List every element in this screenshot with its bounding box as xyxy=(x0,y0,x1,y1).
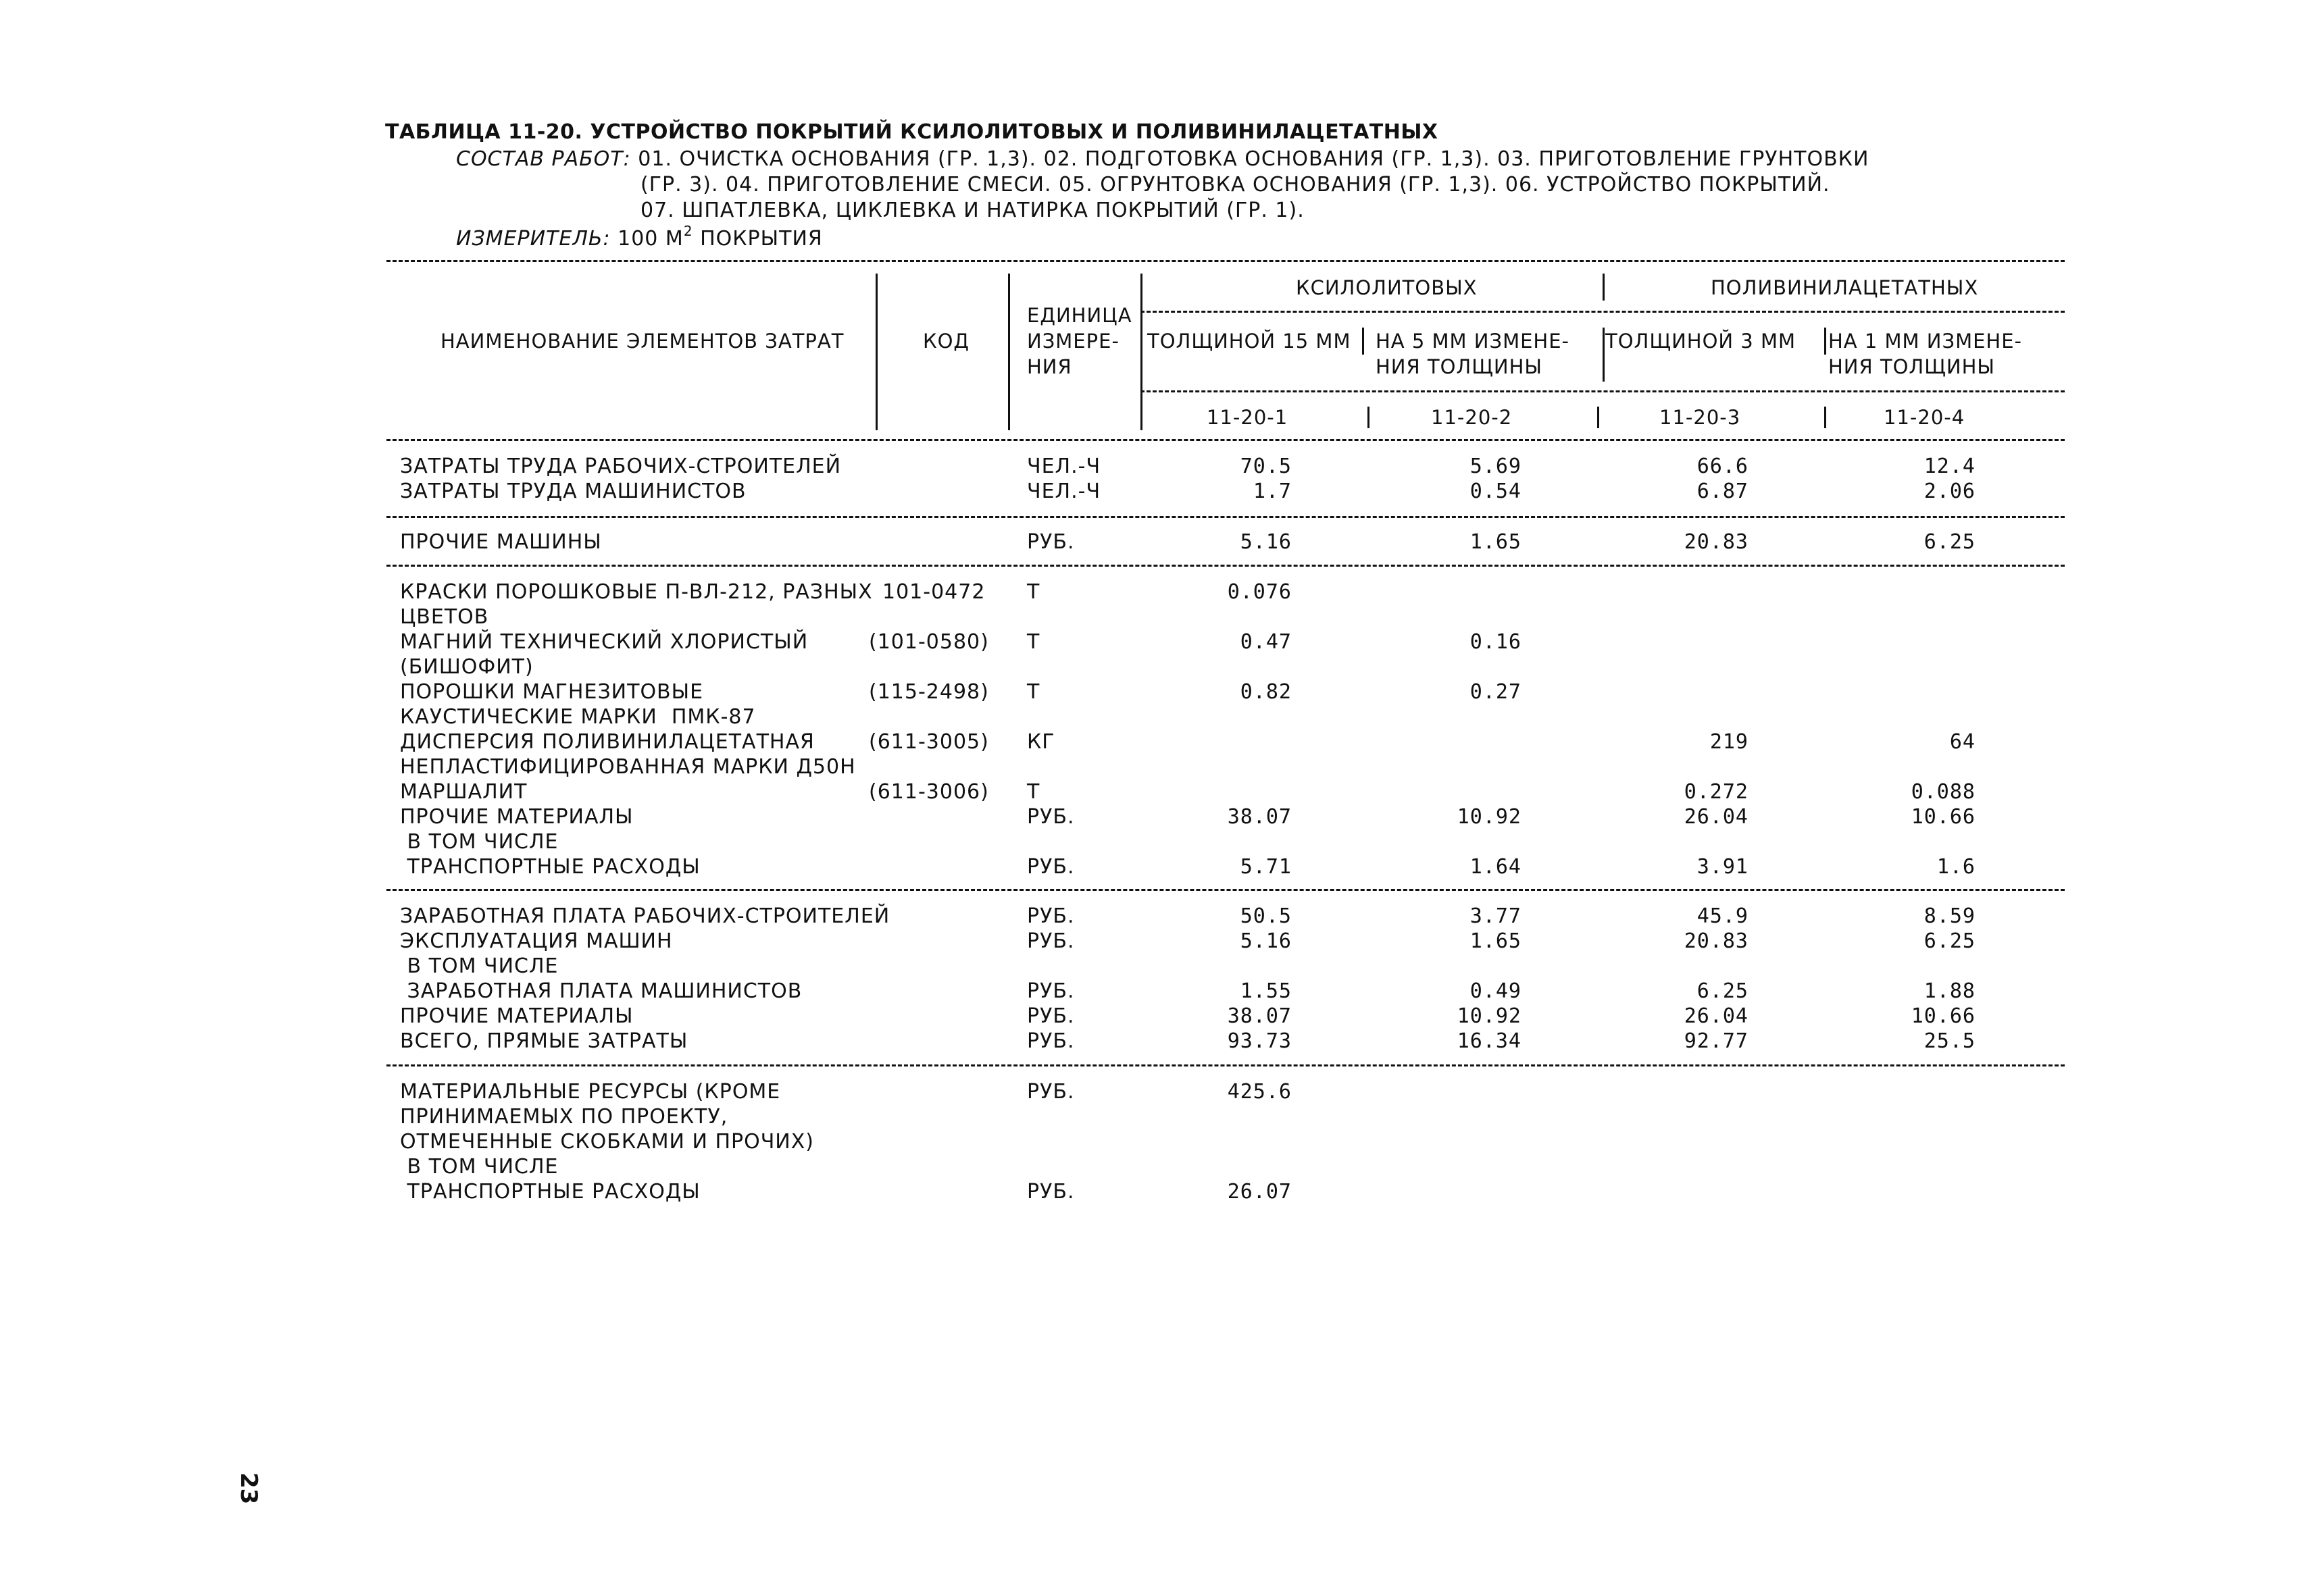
row-cell-name: МАРШАЛИТ xyxy=(400,780,528,804)
row-cell-v3: 3.91 xyxy=(1696,855,1749,879)
row-cell-v3: 20.83 xyxy=(1684,530,1749,554)
row-cell-name: ЦВЕТОВ xyxy=(400,605,489,629)
row-cell-unit: РУБ. xyxy=(1027,855,1075,879)
row-cell-name: ЗАТРАТЫ ТРУДА МАШИНИСТОВ xyxy=(400,480,747,503)
row-cell-name: ПОРОШКИ МАГНЕЗИТОВЫЕ xyxy=(400,680,704,704)
row-cell-v3: 20.83 xyxy=(1684,929,1749,953)
row-cell-v1: 93.73 xyxy=(1227,1029,1292,1053)
row-cell-v2: 3.77 xyxy=(1469,904,1521,928)
row-cell-v1: 1.7 xyxy=(1253,480,1292,503)
sostav-text-1: 01. ОЧИСТКА ОСНОВАНИЯ (ГР. 1,3). 02. ПОДГОТОВКА ОСНОВАНИЯ (ГР. 1,3). 03. ПРИГОТОВЛЕНИЕ ГРУНТОВКИ xyxy=(638,147,1869,171)
row-cell-v4: 6.25 xyxy=(1923,929,1976,953)
row-cell-v2: 0.27 xyxy=(1469,680,1521,704)
row-cell-name: ПРОЧИЕ МАТЕРИАЛЫ xyxy=(400,805,634,829)
row-cell-v1: 26.07 xyxy=(1227,1180,1292,1204)
header-mid-rule xyxy=(1140,311,2065,313)
row-cell-v4: 1.88 xyxy=(1923,979,1976,1003)
row-cell-unit: РУБ. xyxy=(1027,1180,1075,1204)
header-sub-2a: НА 5 ММ ИЗМЕНЕ- xyxy=(1376,330,1570,353)
row-cell-name: МАГНИЙ ТЕХНИЧЕСКИЙ ХЛОРИСТЫЙ xyxy=(400,630,809,654)
row-cell-name: ЗАРАБОТНАЯ ПЛАТА РАБОЧИХ-СТРОИТЕЛЕЙ xyxy=(400,904,890,928)
row-cell-v3: 45.9 xyxy=(1696,904,1749,928)
izmeritel-tail: ПОКРЫТИЯ xyxy=(693,227,823,251)
row-cell-name: ПРИНИМАЕМЫХ ПО ПРОЕКТУ, xyxy=(400,1105,728,1129)
header-divider-sub-2 xyxy=(1603,328,1605,382)
header-code-1: 11-20-1 xyxy=(1207,406,1288,429)
header-code-2: 11-20-2 xyxy=(1431,406,1513,429)
row-cell-code: (101-0580) xyxy=(869,630,989,654)
row-cell-v2: 1.65 xyxy=(1469,530,1521,554)
row-cell-v3: 219 xyxy=(1709,730,1749,754)
header-unit-2: ИЗМЕРЕ- xyxy=(1027,330,1120,353)
header-divider-code-1 xyxy=(1367,407,1369,428)
header-divider-code-3 xyxy=(1824,407,1826,428)
sostav-label: СОСТАВ РАБОТ: xyxy=(456,147,631,171)
row-cell-unit: РУБ. xyxy=(1027,929,1075,953)
row-cell-v4: 25.5 xyxy=(1923,1029,1976,1053)
row-cell-code: (115-2498) xyxy=(869,680,989,704)
izmeritel-sup: 2 xyxy=(683,223,693,239)
row-cell-v3: 26.04 xyxy=(1684,805,1749,829)
row-cell-name: В ТОМ ЧИСЛЕ xyxy=(400,1155,559,1179)
row-cell-v3: 6.87 xyxy=(1696,480,1749,503)
header-group-ksilolit: КСИЛОЛИТОВЫХ xyxy=(1296,276,1478,299)
row-cell-unit: РУБ. xyxy=(1027,1004,1075,1028)
row-cell-v4: 2.06 xyxy=(1923,480,1976,503)
row-cell-v1: 50.5 xyxy=(1240,904,1292,928)
row-cell-v4: 1.6 xyxy=(1936,855,1976,879)
sostav-line-1 xyxy=(456,147,1869,171)
header-sub-2b: НИЯ ТОЛЩИНЫ xyxy=(1376,355,1543,378)
row-cell-name: ЗАРАБОТНАЯ ПЛАТА МАШИНИСТОВ xyxy=(400,979,803,1003)
row-cell-name: ТРАНСПОРТНЫЕ РАСХОДЫ xyxy=(400,855,701,879)
header-unit-3: НИЯ xyxy=(1027,355,1072,378)
row-cell-name: КРАСКИ ПОРОШКОВЫЕ П-ВЛ-212, РАЗНЫХ xyxy=(400,580,873,604)
sostav-line-2: (ГР. 3). 04. ПРИГОТОВЛЕНИЕ СМЕСИ. 05. ОГРУНТОВКА ОСНОВАНИЯ (ГР. 1,3). 06. УСТРОЙСТВО ПОКРЫТИЙ. xyxy=(640,173,1830,197)
sostav-line-3: 07. ШПАТЛЕВКА, ЦИКЛЕВКА И НАТИРКА ПОКРЫТИЙ (ГР. 1). xyxy=(640,199,1305,222)
row-cell-unit: ЧЕЛ.-Ч xyxy=(1027,480,1101,503)
row-cell-v1: 425.6 xyxy=(1227,1080,1292,1104)
header-sub-1: ТОЛЩИНОЙ 15 ММ xyxy=(1147,330,1351,353)
section-rule-1 xyxy=(386,516,2065,518)
row-cell-name: В ТОМ ЧИСЛЕ xyxy=(400,830,559,854)
section-rule-4 xyxy=(386,1064,2065,1066)
row-cell-name: (БИШОФИТ) xyxy=(400,655,534,679)
row-cell-v2: 10.92 xyxy=(1457,805,1521,829)
row-cell-unit: РУБ. xyxy=(1027,904,1075,928)
row-cell-v1: 0.076 xyxy=(1227,580,1292,604)
row-cell-v4: 6.25 xyxy=(1923,530,1976,554)
row-cell-v1: 0.82 xyxy=(1240,680,1292,704)
row-cell-name: ДИСПЕРСИЯ ПОЛИВИНИЛАЦЕТАТНАЯ xyxy=(400,730,815,754)
izmeritel-label: ИЗМЕРИТЕЛЬ: xyxy=(456,227,611,251)
row-cell-name: ПРОЧИЕ МАТЕРИАЛЫ xyxy=(400,1004,634,1028)
row-cell-v2: 0.16 xyxy=(1469,630,1521,654)
row-cell-name: ЗАТРАТЫ ТРУДА РАБОЧИХ-СТРОИТЕЛЕЙ xyxy=(400,455,842,478)
row-cell-name: ЭКСПЛУАТАЦИЯ МАШИН xyxy=(400,929,673,953)
header-divider-sub-1 xyxy=(1362,328,1364,355)
row-cell-unit: РУБ. xyxy=(1027,979,1075,1003)
row-cell-name: НЕПЛАСТИФИЦИРОВАННАЯ МАРКИ Д50Н xyxy=(400,755,856,779)
header-group-polivinil: ПОЛИВИНИЛАЦЕТАТНЫХ xyxy=(1711,276,1979,299)
page-number: 23 xyxy=(235,1472,262,1505)
row-cell-v1: 5.16 xyxy=(1240,929,1292,953)
row-cell-v2: 1.65 xyxy=(1469,929,1521,953)
row-cell-name: ТРАНСПОРТНЫЕ РАСХОДЫ xyxy=(400,1180,701,1204)
row-cell-v1: 70.5 xyxy=(1240,455,1292,478)
header-bottom-rule xyxy=(386,439,2065,441)
row-cell-code: 101-0472 xyxy=(882,580,986,604)
row-cell-v2: 0.54 xyxy=(1469,480,1521,503)
header-code-3: 11-20-3 xyxy=(1659,406,1741,429)
row-cell-unit: Т xyxy=(1027,680,1040,704)
header-top-rule xyxy=(386,260,2065,262)
row-cell-v2: 10.92 xyxy=(1457,1004,1521,1028)
row-cell-unit: РУБ. xyxy=(1027,530,1075,554)
row-cell-v4: 0.088 xyxy=(1911,780,1976,804)
row-cell-unit: Т xyxy=(1027,630,1040,654)
header-divider-2 xyxy=(1008,274,1010,430)
row-cell-v1: 38.07 xyxy=(1227,1004,1292,1028)
row-cell-v2: 5.69 xyxy=(1469,455,1521,478)
row-cell-v2: 16.34 xyxy=(1457,1029,1521,1053)
row-cell-code: (611-3006) xyxy=(869,780,989,804)
row-cell-unit: Т xyxy=(1027,580,1040,604)
izmeritel-value: 100 М xyxy=(618,227,684,251)
row-cell-v4: 8.59 xyxy=(1923,904,1976,928)
header-divider-3 xyxy=(1140,274,1142,430)
header-sub-4a: НА 1 ММ ИЗМЕНЕ- xyxy=(1828,330,2023,353)
row-cell-name: КАУСТИЧЕСКИЕ МАРКИ ПМК-87 xyxy=(400,705,756,729)
row-cell-code: (611-3005) xyxy=(869,730,989,754)
row-cell-v2: 1.64 xyxy=(1469,855,1521,879)
row-cell-v4: 10.66 xyxy=(1911,1004,1976,1028)
header-sub-3: ТОЛЩИНОЙ 3 ММ xyxy=(1605,330,1796,353)
row-cell-v4: 64 xyxy=(1949,730,1976,754)
header-divider-sub-3 xyxy=(1824,328,1826,355)
row-cell-v4: 10.66 xyxy=(1911,805,1976,829)
row-cell-unit: РУБ. xyxy=(1027,805,1075,829)
row-cell-unit: РУБ. xyxy=(1027,1029,1075,1053)
row-cell-v3: 6.25 xyxy=(1696,979,1749,1003)
row-cell-v3: 66.6 xyxy=(1696,455,1749,478)
row-cell-name: МАТЕРИАЛЬНЫЕ РЕСУРСЫ (КРОМЕ xyxy=(400,1080,781,1104)
row-cell-name: ВСЕГО, ПРЯМЫЕ ЗАТРАТЫ xyxy=(400,1029,688,1053)
row-cell-unit: РУБ. xyxy=(1027,1080,1075,1104)
row-cell-v3: 92.77 xyxy=(1684,1029,1749,1053)
header-code-4: 11-20-4 xyxy=(1884,406,1965,429)
izmeritel-line xyxy=(456,223,823,251)
header-divider-1 xyxy=(876,274,878,430)
table-title: ТАБЛИЦА 11-20. УСТРОЙСТВО ПОКРЫТИЙ КСИЛОЛИТОВЫХ И ПОЛИВИНИЛАЦЕТАТНЫХ xyxy=(385,120,1438,144)
header-code-rule xyxy=(1140,390,2065,392)
row-cell-v3: 26.04 xyxy=(1684,1004,1749,1028)
row-cell-name: В ТОМ ЧИСЛЕ xyxy=(400,954,559,978)
row-cell-unit: Т xyxy=(1027,780,1040,804)
row-cell-v1: 1.55 xyxy=(1240,979,1292,1003)
header-name-col: НАИМЕНОВАНИЕ ЭЛЕМЕНТОВ ЗАТРАТ xyxy=(441,330,845,353)
row-cell-unit: КГ xyxy=(1027,730,1055,754)
row-cell-v1: 0.47 xyxy=(1240,630,1292,654)
section-rule-2 xyxy=(386,565,2065,567)
header-sub-4b: НИЯ ТОЛЩИНЫ xyxy=(1828,355,1996,378)
header-divider-group xyxy=(1603,274,1605,301)
header-unit-1: ЕДИНИЦА xyxy=(1027,304,1132,327)
row-cell-name: ОТМЕЧЕННЫЕ СКОБКАМИ И ПРОЧИХ) xyxy=(400,1130,815,1154)
section-rule-3 xyxy=(386,889,2065,891)
row-cell-v1: 38.07 xyxy=(1227,805,1292,829)
row-cell-unit: ЧЕЛ.-Ч xyxy=(1027,455,1101,478)
row-cell-v4: 12.4 xyxy=(1923,455,1976,478)
row-cell-v1: 5.16 xyxy=(1240,530,1292,554)
header-code-col: КОД xyxy=(923,330,970,353)
header-divider-code-2 xyxy=(1597,407,1599,428)
row-cell-v1: 5.71 xyxy=(1240,855,1292,879)
row-cell-v3: 0.272 xyxy=(1684,780,1749,804)
row-cell-v2: 0.49 xyxy=(1469,979,1521,1003)
row-cell-name: ПРОЧИЕ МАШИНЫ xyxy=(400,530,602,554)
